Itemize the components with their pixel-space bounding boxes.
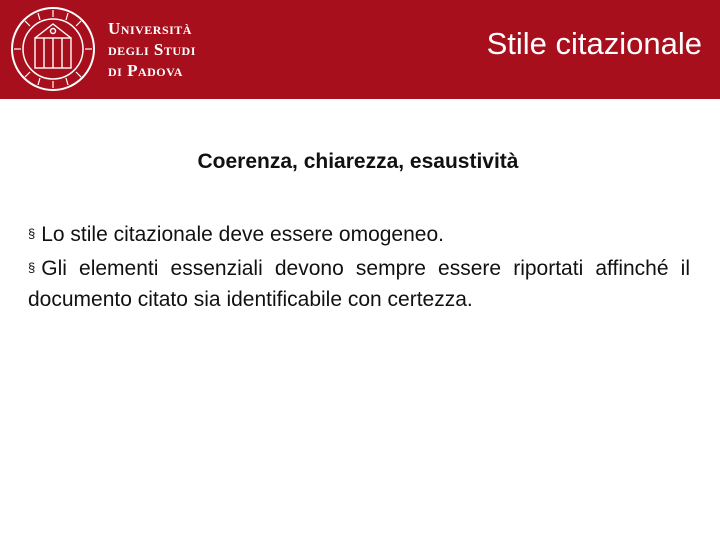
university-name-line: degli Studi: [108, 39, 196, 59]
bullet-item: [28, 218, 690, 250]
bullet-text: Lo stile citazionale deve essere omogeneo.: [41, 223, 444, 246]
university-name-line: di Padova: [108, 60, 183, 80]
university-seal-icon: [10, 6, 96, 92]
bullet-marker: §: [28, 226, 36, 241]
slide-title: Stile citazionale: [486, 26, 702, 61]
bullet-marker: §: [28, 260, 36, 275]
university-name-line: Università: [108, 18, 192, 38]
university-logo: [10, 6, 196, 92]
header-bar: [0, 0, 720, 99]
bullet-text: Gli elementi essenziali devono sempre essere riportati affinché il documento citato sia identificabile con certezza.: [28, 257, 690, 311]
university-name: [108, 18, 196, 81]
bullet-list: [28, 218, 690, 317]
bullet-item: [28, 252, 690, 315]
slide-subtitle: Coerenza, chiarezza, esaustività: [197, 150, 519, 173]
